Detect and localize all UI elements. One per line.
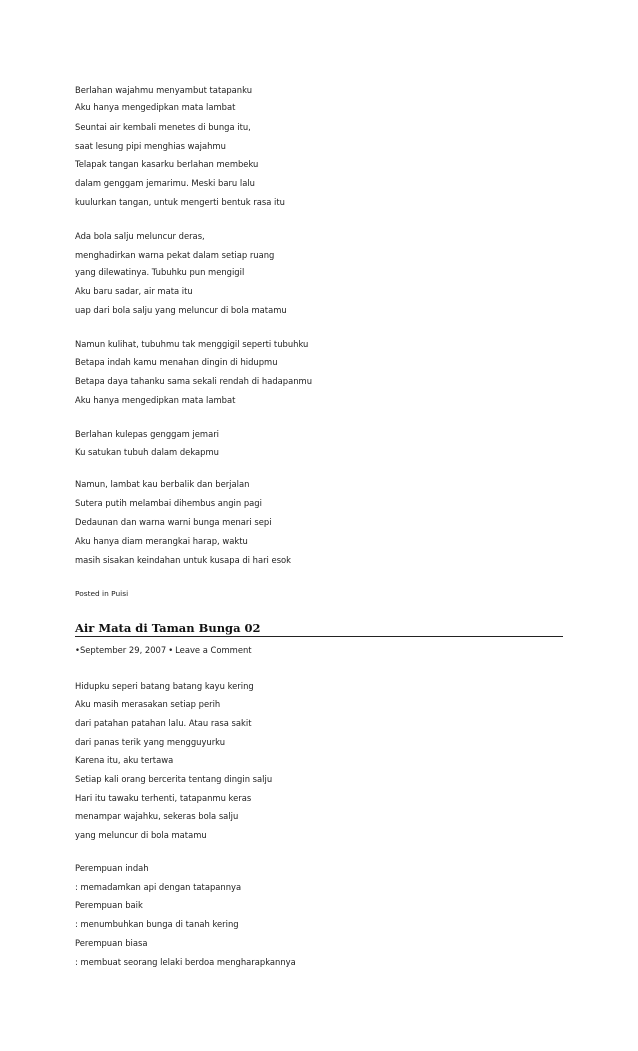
poem-line: Berlahan wajahmu menyambut tatapanku (75, 85, 253, 95)
poem-line: Betapa daya tahanku sama sekali rendah di hadapanmu (75, 376, 313, 386)
poem-line: Hidupku seperi batang batang kayu kering (75, 681, 254, 691)
poem-line: dalam genggam jemarimu. Meski baru lalu (75, 178, 255, 188)
poem-line: Setiap kali orang bercerita tentang dingin salju (75, 774, 273, 784)
post-meta (75, 645, 252, 656)
poem-line: dari panas terik yang mengguyurku (75, 737, 226, 747)
poem-line: Betapa indah kamu menahan dingin di hidupmu (75, 357, 278, 367)
poem-line: : memadamkan api dengan tatapannya (75, 882, 242, 892)
page-content (75, 0, 563, 1051)
poem-line: Namun kulihat, tubuhmu tak menggigil seperti tubuhku (75, 339, 309, 349)
meta-bullet: • (75, 645, 80, 655)
poem-line: menghadirkan warna pekat dalam setiap ruang (75, 250, 275, 260)
poem-line: Perempuan biasa (75, 938, 148, 948)
poem-line: Seuntai air kembali menetes di bunga itu, (75, 122, 251, 132)
poem-line: Aku hanya mengedipkan mata lambat (75, 102, 236, 112)
post-category (75, 589, 128, 599)
poem-line: saat lesung pipi menghias wajahmu (75, 141, 226, 151)
poem-line: Namun, lambat kau berbalik dan berjalan (75, 479, 250, 489)
poem-line: Aku hanya mengedipkan mata lambat (75, 395, 236, 405)
poem-line: Aku baru sadar, air mata itu (75, 286, 193, 296)
poem-line: Hari itu tawaku terhenti, tatapanmu keras (75, 793, 252, 803)
poem-line: Aku hanya diam merangkai harap, waktu (75, 536, 248, 546)
poem-line: Berlahan kulepas genggam jemari (75, 429, 219, 439)
poem-line: Karena itu, aku tertawa (75, 755, 174, 765)
poem-line: : membuat seorang lelaki berdoa mengharapkannya (75, 957, 296, 967)
posted-in-label: Posted in (75, 589, 109, 598)
poem-line: Aku masih merasakan setiap perih (75, 699, 221, 709)
poem-line: Dedaunan dan warna warni bunga menari sepi (75, 517, 272, 527)
leave-comment-link[interactable]: Leave a Comment (175, 645, 252, 655)
poem-line: yang dilewatinya. Tubuhku pun mengigil (75, 267, 245, 277)
poem-line: Perempuan indah (75, 863, 149, 873)
poem-line: Ku satukan tubuh dalam dekapmu (75, 447, 219, 457)
poem-line: Telapak tangan kasarku berlahan membeku (75, 159, 259, 169)
poem-line: kuulurkan tangan, untuk mengerti bentuk rasa itu (75, 197, 285, 207)
poem-line: yang meluncur di bola matamu (75, 830, 207, 840)
poem-line: uap dari bola salju yang meluncur di bola matamu (75, 305, 287, 315)
poem-line: Ada bola salju meluncur deras, (75, 231, 205, 241)
poem-line: dari patahan patahan lalu. Atau rasa sakit (75, 718, 252, 728)
post-date: September 29, 2007 (79, 645, 167, 655)
poem-line: Sutera putih melambai dihembus angin pagi (75, 498, 262, 508)
meta-separator: • (168, 645, 174, 655)
category-link[interactable]: Puisi (111, 589, 129, 598)
poem-line: menampar wajahku, sekeras bola salju (75, 811, 239, 821)
post-title[interactable]: Air Mata di Taman Bunga 02 (75, 620, 563, 637)
poem-line: masih sisakan keindahan untuk kusapa di hari esok (75, 555, 292, 565)
poem-line: Perempuan baik (75, 900, 143, 910)
poem-line: : menumbuhkan bunga di tanah kering (75, 919, 239, 929)
